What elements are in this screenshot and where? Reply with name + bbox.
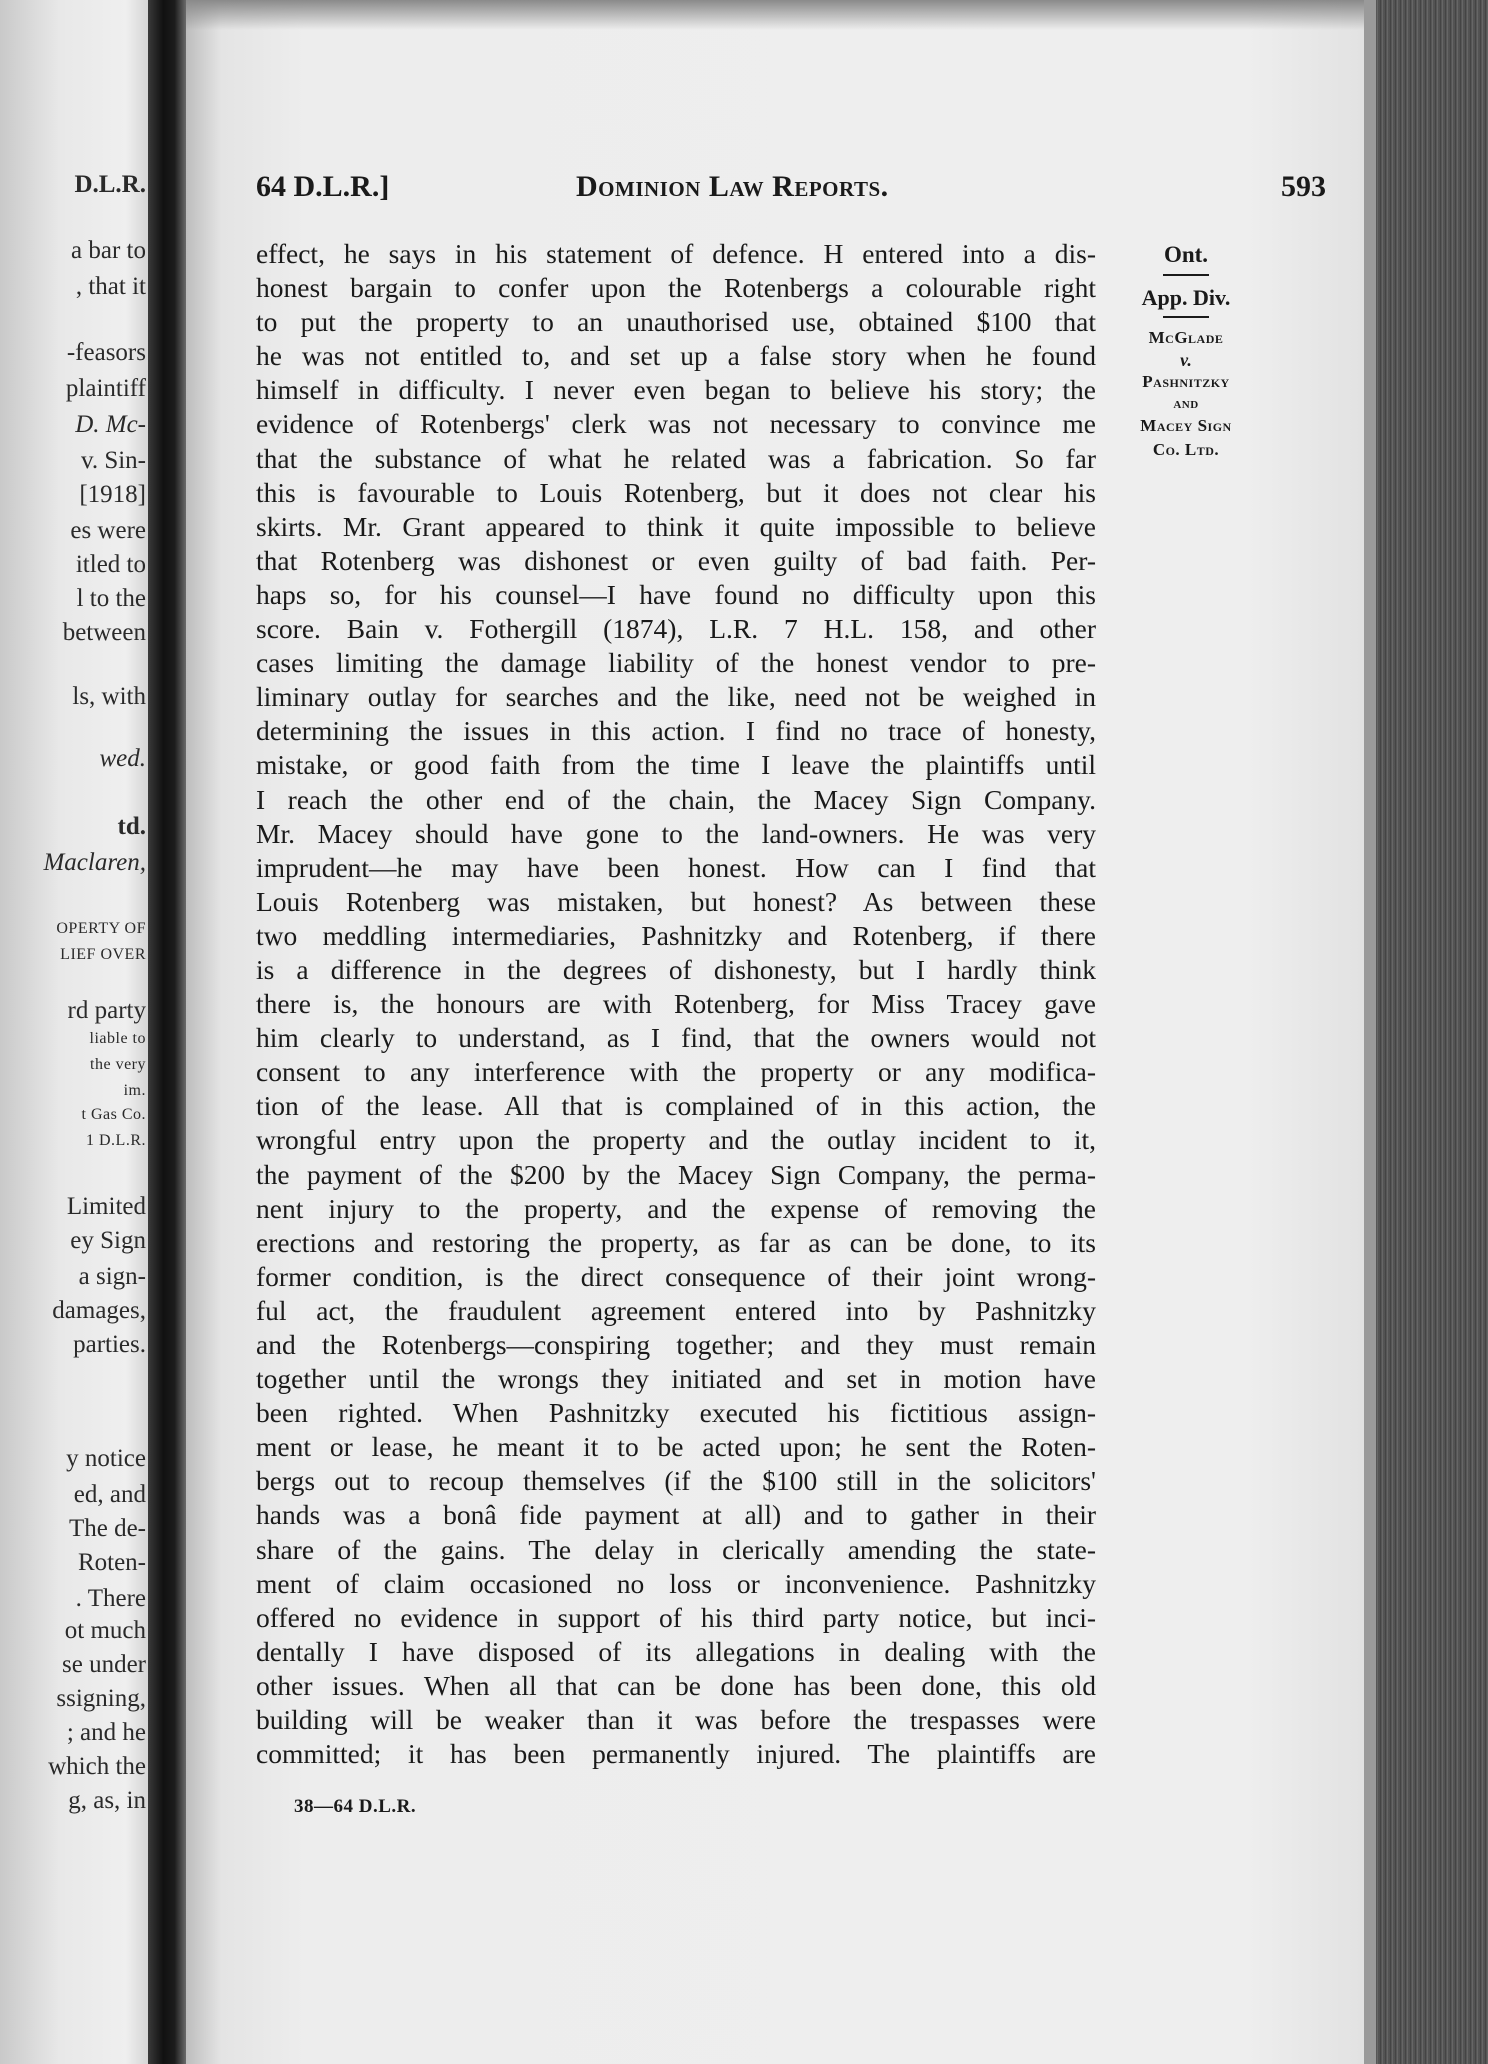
body-line: this is favourable to Louis Rotenberg, but it does not clear his bbox=[256, 476, 1096, 508]
margin-defendant-2: Macey Sign bbox=[1140, 416, 1232, 435]
body-line: him clearly to understand, as I find, that the owners would not bbox=[256, 1022, 1096, 1054]
facing-page-line: se under bbox=[62, 1651, 146, 1678]
margin-rule bbox=[1163, 316, 1209, 318]
body-line: offered no evidence in support of his third party notice, but inci- bbox=[256, 1601, 1096, 1633]
body-line: nent injury to the property, and the expense of removing the bbox=[256, 1192, 1096, 1224]
body-line: I reach the other end of the chain, the Macey Sign Company. bbox=[256, 783, 1096, 815]
facing-page-line: l to the bbox=[76, 585, 146, 612]
facing-page-line: D. Mc- bbox=[75, 411, 146, 438]
facing-page-line: g, as, in bbox=[68, 1787, 146, 1814]
body-line: ment of claim occasioned no loss or inconvenience. Pashnitzky bbox=[256, 1567, 1096, 1599]
body-line: honest bargain to confer upon the Rotenbergs a colourable right bbox=[256, 272, 1096, 304]
page-header bbox=[256, 170, 1326, 210]
facing-page-line: Limited bbox=[66, 1193, 146, 1220]
margin-and: and bbox=[1173, 396, 1199, 412]
body-line: ment or lease, he meant it to be acted upon; he sent the Roten- bbox=[256, 1431, 1096, 1463]
facing-page-line: D.L.R. bbox=[74, 171, 146, 198]
body-line: to put the property to an unauthorised use, obtained $100 that bbox=[256, 306, 1096, 338]
facing-page-text bbox=[0, 0, 148, 2064]
body-line: determining the issues in this action. I find no trace of honesty, bbox=[256, 715, 1096, 747]
body-line: Louis Rotenberg was mistaken, but honest? As between these bbox=[256, 885, 1096, 917]
signature-mark: 38—64 D.L.R. bbox=[294, 1796, 417, 1817]
body-line: himself in difficulty. I never even began to believe his story; the bbox=[256, 374, 1096, 406]
body-line: the payment of the $200 by the Macey Sign Company, the perma- bbox=[256, 1158, 1096, 1190]
facing-page-line: ey Sign bbox=[70, 1227, 146, 1254]
body-line: erections and restoring the property, as far as can be done, to its bbox=[256, 1226, 1096, 1258]
margin-note bbox=[1111, 240, 1261, 462]
facing-page-line: rd party bbox=[67, 997, 146, 1024]
main-page bbox=[186, 0, 1364, 2064]
body-line: building will be weaker than it was before the trespasses were bbox=[256, 1704, 1096, 1736]
body-line: haps so, for his counsel—I have found no difficulty upon this bbox=[256, 578, 1096, 610]
page-edges bbox=[1364, 0, 1488, 2064]
body-line: he was not entitled to, and set up a false story when he found bbox=[256, 340, 1096, 372]
margin-province: Ont. bbox=[1163, 242, 1209, 267]
facing-page-line: im. bbox=[123, 1082, 146, 1099]
facing-page-line: ed, and bbox=[73, 1481, 146, 1508]
facing-page-line: ot much bbox=[64, 1617, 146, 1644]
body-line: that Rotenberg was dishonest or even guilty of bad faith. Per- bbox=[256, 544, 1096, 576]
margin-defendant-1: Pashnitzky bbox=[1142, 372, 1230, 391]
page-number: 593 bbox=[1281, 170, 1326, 203]
facing-page-line: ssigning, bbox=[56, 1685, 146, 1712]
facing-page-line: t Gas Co. bbox=[81, 1106, 146, 1123]
facing-page-line: a bar to bbox=[71, 237, 146, 264]
body-text bbox=[256, 237, 1096, 1771]
body-line: evidence of Rotenbergs' clerk was not necessary to convince me bbox=[256, 408, 1096, 440]
facing-page-line: , that it bbox=[75, 273, 146, 300]
facing-page-line: the very bbox=[90, 1056, 146, 1073]
margin-division: App. Div. bbox=[1141, 285, 1231, 310]
body-line: and the Rotenbergs—conspiring together; and they must remain bbox=[256, 1329, 1096, 1360]
body-line: consent to any interference with the property or any modifica- bbox=[256, 1056, 1096, 1088]
facing-page-line: itled to bbox=[75, 551, 146, 578]
facing-page-line: -feasors bbox=[66, 339, 146, 366]
facing-page-line: liable to bbox=[89, 1030, 146, 1047]
margin-defendant-3: Co. Ltd. bbox=[1152, 440, 1220, 459]
body-line: two meddling intermediaries, Pashnitzky and Rotenberg, if there bbox=[256, 919, 1096, 951]
facing-page-line: wed. bbox=[99, 745, 146, 772]
body-line: that the substance of what he related was a fabrication. So far bbox=[256, 442, 1096, 474]
body-line: been righted. When Pashnitzky executed his fictitious assign- bbox=[256, 1397, 1096, 1429]
body-line: other issues. When all that can be done has been done, this old bbox=[256, 1669, 1096, 1701]
body-line: dentally I have disposed of its allegations in dealing with the bbox=[256, 1635, 1096, 1667]
body-line: skirts. Mr. Grant appeared to think it quite impossible to believe bbox=[256, 510, 1096, 542]
facing-page-line: Roten- bbox=[77, 1549, 146, 1576]
body-line: bergs out to recoup themselves (if the $100 still in the solicitors' bbox=[256, 1465, 1096, 1497]
facing-page-line: td. bbox=[117, 813, 146, 840]
margin-rule bbox=[1163, 274, 1209, 276]
facing-page-line: es were bbox=[70, 517, 146, 544]
margin-plaintiff: McGlade bbox=[1148, 328, 1224, 347]
facing-page-line: [1918] bbox=[79, 481, 146, 508]
facing-page-line: 1 D.L.R. bbox=[86, 1132, 146, 1149]
facing-page-line: The de- bbox=[68, 1515, 146, 1542]
book-gutter bbox=[148, 0, 186, 2064]
facing-page bbox=[0, 0, 148, 2064]
body-line: wrongful entry upon the property and the outlay incident to it, bbox=[256, 1124, 1096, 1156]
body-line: tion of the lease. All that is complained of in this action, the bbox=[256, 1090, 1096, 1122]
body-line: hands was a bonâ fide payment at all) and to gather in their bbox=[256, 1499, 1096, 1531]
header-volume: 64 D.L.R.] bbox=[256, 170, 390, 203]
body-line: is a difference in the degrees of dishonesty, but I hardly think bbox=[256, 953, 1096, 985]
facing-page-line: Maclaren, bbox=[43, 849, 146, 876]
body-line: ful act, the fraudulent agreement entered into by Pashnitzky bbox=[256, 1294, 1096, 1326]
facing-page-line: a sign- bbox=[78, 1263, 146, 1290]
header-title: Dominion Law Reports. bbox=[576, 170, 889, 203]
body-line: cases limiting the damage liability of the honest vendor to pre- bbox=[256, 647, 1096, 679]
body-line: share of the gains. The delay in clerically amending the state- bbox=[256, 1533, 1096, 1565]
facing-page-line: v. Sin- bbox=[80, 447, 146, 474]
body-line: imprudent—he may have been honest. How can I find that bbox=[256, 851, 1096, 883]
body-line: there is, the honours are with Rotenberg, for Miss Tracey gave bbox=[256, 988, 1096, 1020]
body-line: score. Bain v. Fothergill (1874), L.R. 7 H.L. 158, and other bbox=[256, 613, 1096, 645]
body-line: liminary outlay for searches and the like, need not be weighed in bbox=[256, 681, 1096, 713]
body-line: former condition, is the direct consequence of their joint wrong- bbox=[256, 1260, 1096, 1292]
facing-page-line: LIEF OVER bbox=[60, 946, 146, 963]
facing-page-line: . There bbox=[75, 1585, 146, 1612]
body-line: together until the wrongs they initiated and set in motion have bbox=[256, 1363, 1096, 1395]
margin-versus: v. bbox=[1180, 350, 1192, 370]
facing-page-line: ls, with bbox=[72, 683, 146, 710]
facing-page-line: between bbox=[62, 619, 146, 646]
facing-page-line: plaintiff bbox=[65, 375, 146, 402]
facing-page-line: damages, bbox=[52, 1297, 146, 1324]
facing-page-line: y notice bbox=[66, 1445, 146, 1472]
body-line: mistake, or good faith from the time I leave the plaintiffs until bbox=[256, 749, 1096, 781]
facing-page-line: which the bbox=[48, 1753, 146, 1780]
body-line: Mr. Macey should have gone to the land-owners. He was very bbox=[256, 817, 1096, 849]
page-top-shadow bbox=[186, 0, 1364, 30]
facing-page-line: parties. bbox=[73, 1331, 146, 1358]
facing-page-line: ; and he bbox=[66, 1719, 146, 1746]
body-line: effect, he says in his statement of defence. H entered into a dis- bbox=[256, 238, 1096, 269]
body-line: committed; it has been permanently injured. The plaintiffs are bbox=[256, 1738, 1096, 1770]
facing-page-line: OPERTY OF bbox=[56, 920, 146, 937]
